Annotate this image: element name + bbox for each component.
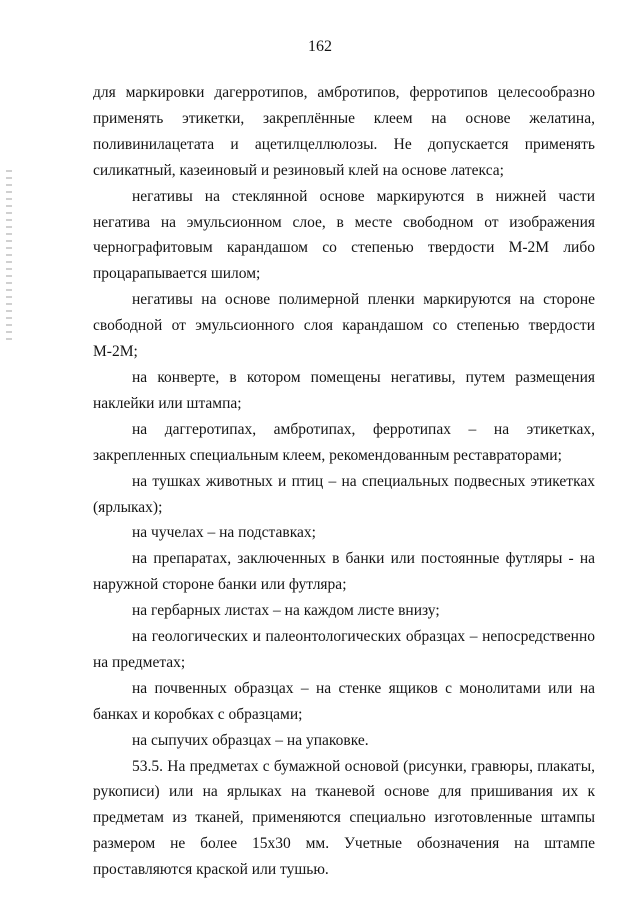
paragraph: на почвенных образцах – на стенке ящиков с монолитами или на банках и коробках с образцами;: [93, 679, 595, 723]
paragraph: на даггеротипах, амбротипах, ферротипах – на этикетках, закрепленных специальным клеем, рекомендованным реставраторами;: [93, 420, 595, 464]
paragraph: на препаратах, заключенных в банки или постоянные футляры - на наружной стороне банки или футляра;: [93, 550, 595, 594]
paragraph: для маркировки дагерротипов, амбротипов, ферротипов целесообразно применять этикетки, закреплённые клеем на основе желатина, поливинилацетата и ацетилцеллюлозы. Не допускается применять силикатный, казеиновый и резиновый клей на основе латекса;: [93, 84, 595, 179]
paragraph: на сыпучих образцах – на упаковке.: [132, 731, 369, 749]
page-number: 162: [308, 38, 332, 55]
scan-margin-artifact: [6, 170, 12, 340]
paragraph: 53.5. На предметах с бумажной основой (рисунки, гравюры, плакаты, рукописи) или на ярлыках на тканевой основе для пришивания их к предметам из тканей, применяются специально изготовленные штампы размером не более 15х30 мм. Учетные обозначения на штампе проставляются краской или тушью.: [93, 757, 595, 879]
paragraph: на конверте, в котором помещены негативы, путем размещения наклейки или штампа;: [93, 368, 595, 412]
paragraph: негативы на стеклянной основе маркируются в нижней части негатива на эмульсионном слое, в месте свободном от изображения чернографитовым карандашом со степенью твердости М-2М либо процарапывается шилом;: [93, 187, 595, 283]
paragraph: на тушках животных и птиц – на специальных подвесных этикетках (ярлыках);: [93, 472, 595, 516]
paragraph: на гербарных листах – на каждом листе внизу;: [132, 602, 440, 620]
body-text: [93, 80, 595, 883]
paragraph: негативы на основе полимерной пленки маркируются на стороне свободной от эмульсионного слоя карандашом со степенью твердости М-2М;: [93, 291, 595, 361]
paragraph: на геологических и палеонтологических образцах – непосредственно на предметах;: [93, 628, 595, 671]
paragraph: на чучелах – на подставках;: [132, 524, 316, 542]
